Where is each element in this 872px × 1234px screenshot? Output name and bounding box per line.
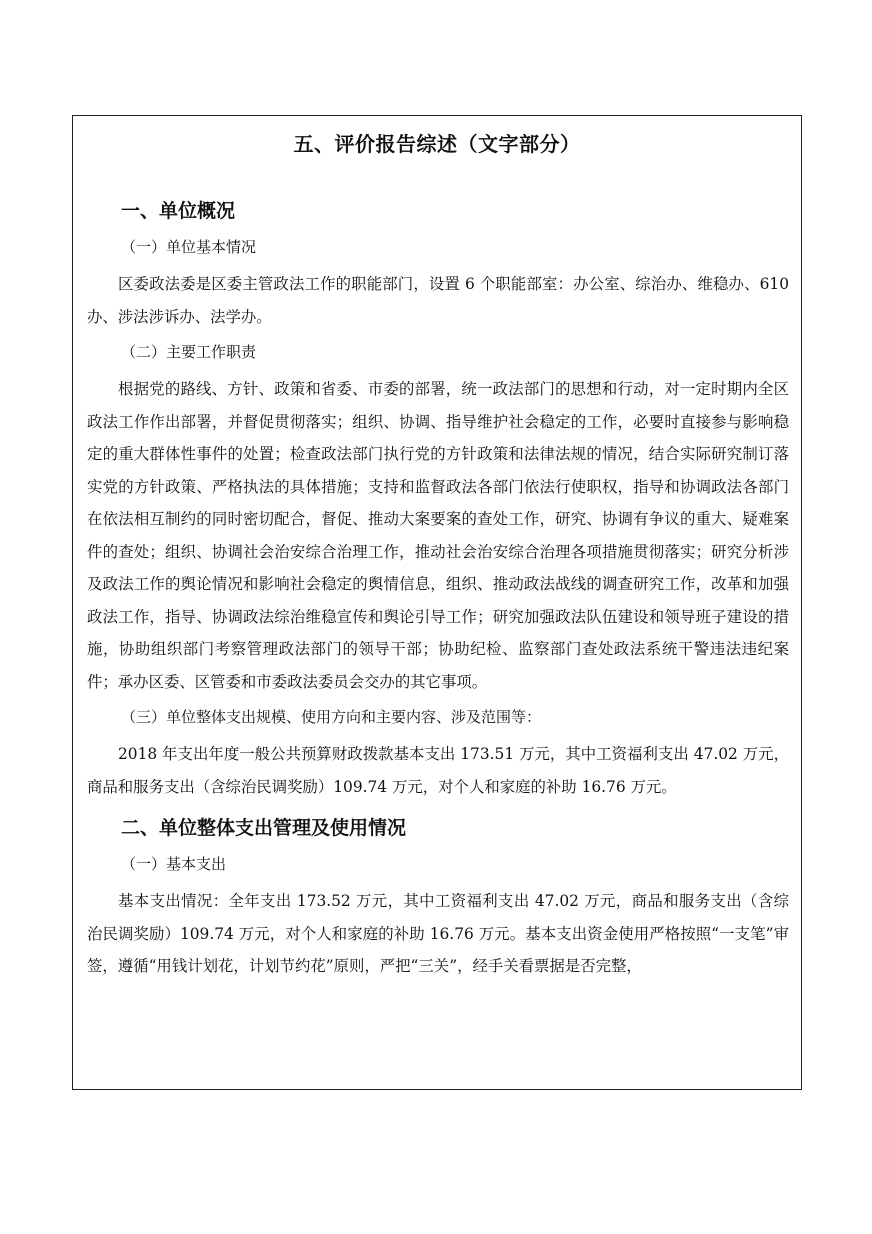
section-heading-expenditure-management: 二、单位整体支出管理及使用情况 bbox=[121, 817, 407, 839]
paragraph-main-duties: 根据党的路线、方针、政策和省委、市委的部署，统一政法部门的思想和行动，对一定时期内全区政法工作作出部署，并督促贯彻落实；组织、协调、指导维护社会稳定的工作，必要时直接参与影响稳定的重大群体性事件的处置；检查政法部门执行党的方针政策和法律法规的情况，结合实际研究制订落实党的方针政策、严格执法的具体措施；支持和监督政法各部门依法行使职权，指导和协调政法各部门在依法相互制约的同时密切配合，督促、推动大案要案的查处工作，研究、协调有争议的重大、疑难案件的查处；组织、协调社会治安综合治理工作，推动社会治安综合治理各项措施贯彻落实；研究分析涉及政法工作的舆论情况和影响社会稳定的舆情信息，组织、推动政法战线的调查研究工作，改革和加强政法工作，指导、协调政法综治维稳宣传和舆论引导工作；研究加强政法队伍建设和领导班子建设的措施，协助组织部门考察管理政法部门的领导干部；协助纪检、监察部门查处政法系统干警违法违纪案件；承办区委、区管委和市委政法委员会交办的其它事项。 bbox=[87, 380, 789, 691]
subsection-heading-basic-info: （一）单位基本情况 bbox=[121, 238, 257, 256]
report-title: 五、评价报告综述（文字部分） bbox=[293, 132, 581, 156]
report-body bbox=[87, 188, 789, 987]
subsection-heading-basic-expenditure: （一）基本支出 bbox=[121, 855, 227, 873]
section-heading-unit-overview: 一、单位概况 bbox=[121, 200, 236, 222]
subsection-heading-expenditure-scale: （三）单位整体支出规模、使用方向和主要内容、涉及范围等： bbox=[121, 708, 542, 726]
paragraph-expenditure-scale: 2018 年支出年度一般公共预算财政拨款基本支出 173.51 万元，其中工资福利支出 47.02 万元，商品和服务支出（含综治民调奖励）109.74 万元，对个人和家庭的补助 16.76 万元。 bbox=[87, 745, 789, 796]
report-frame bbox=[72, 115, 802, 1090]
paragraph-basic-expenditure: 基本支出情况：全年支出 173.52 万元，其中工资福利支出 47.02 万元，商品和服务支出（含综治民调奖励）109.74 万元，对个人和家庭的补助 16.76 万元。基本支出资金使用严格按照“一支笔”审签，遵循“用钱计划花，计划节约花”原则，严把“三关”，经手关看票据是否完整， bbox=[87, 892, 789, 975]
subsection-heading-main-duties: （二）主要工作职责 bbox=[121, 343, 257, 361]
paragraph-basic-info: 区委政法委是区委主管政法工作的职能部门，设置 6 个职能部室：办公室、综治办、维稳办、610 办、涉法涉诉办、法学办。 bbox=[87, 275, 789, 326]
